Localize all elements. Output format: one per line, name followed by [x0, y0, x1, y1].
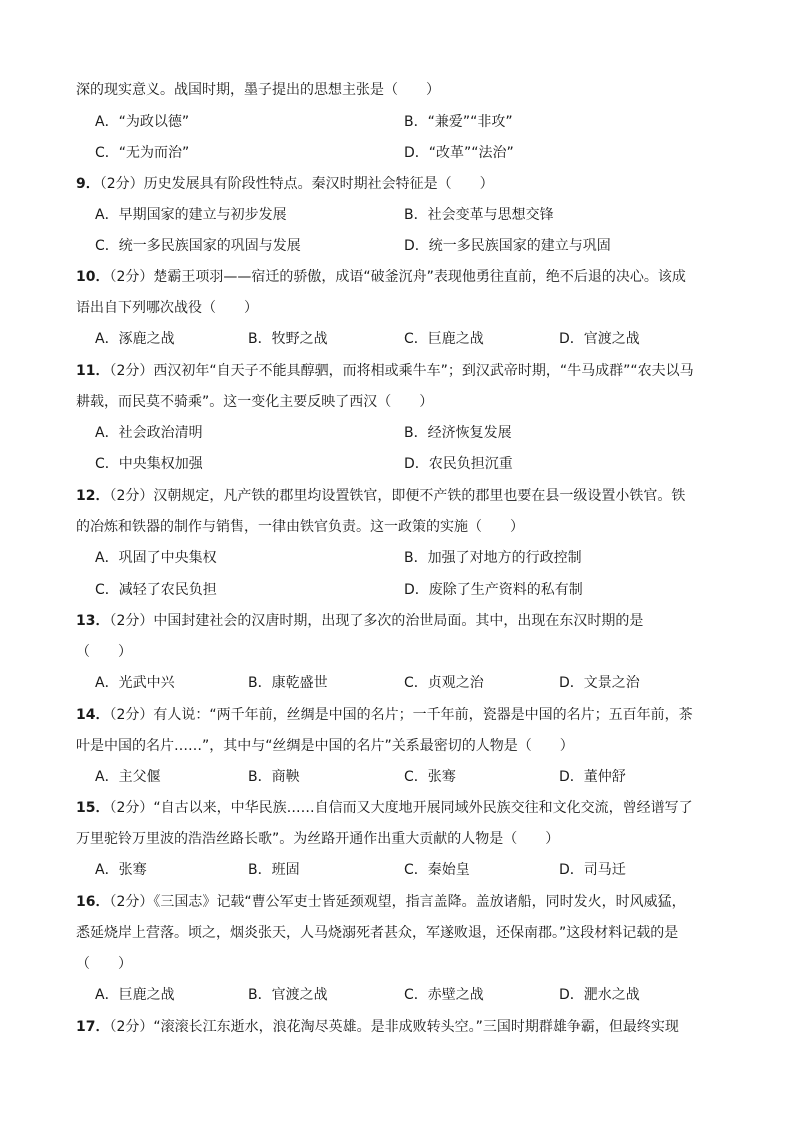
- q15-text-line1: （2分）“自古以来，中华民族……自信而又大度地开展同域外民族交往和文化交流，曾经谱写了: [109, 800, 693, 816]
- q15-option-d: D．司马迁: [559, 862, 626, 878]
- q15-stem: [76, 798, 726, 818]
- q8-option-d: D．“改革”“法治”: [404, 145, 514, 161]
- q14-stem: [76, 705, 726, 725]
- q17-stem: [76, 1017, 726, 1037]
- q11-text-line2: 耕载，而民莫不骑乘”。这一变化主要反映了西汉（ ）: [76, 394, 434, 410]
- q14-option-d: D．董仲舒: [559, 769, 626, 785]
- q13-number: 13．: [76, 613, 110, 629]
- q16-option-b: B．官渡之战: [248, 987, 328, 1003]
- q14-option-a: A．主父偃: [95, 769, 161, 785]
- q11-option-d: D．农民负担沉重: [404, 456, 513, 472]
- q9-stem: [76, 174, 726, 194]
- q12-stem: [76, 486, 726, 506]
- q11-stem: [76, 361, 726, 381]
- q13-option-d: D．文景之治: [559, 675, 640, 691]
- q10-number: 10．: [76, 269, 110, 285]
- q9-option-b: B．社会变革与思想交锋: [404, 207, 554, 223]
- q8-continuation: 深的现实意义。战国时期，墨子提出的思想主张是（ ）: [76, 82, 440, 98]
- q10-option-a: A．涿鹿之战: [95, 331, 175, 347]
- q13-option-a: A．光武中兴: [95, 675, 175, 691]
- q14-option-c: C．张骞: [404, 769, 456, 785]
- q15-text-line2: 万里驼铃万里波的浩浩丝路长歌”。为丝路开通作出重大贡献的人物是（ ）: [76, 831, 560, 847]
- q14-text-line1: （2分）有人说：“两千年前，丝绸是中国的名片；一千年前，瓷器是中国的名片；五百年前，茶: [109, 707, 693, 723]
- q13-stem: [76, 611, 726, 631]
- q16-text-line1: （2分）《三国志》记载“曹公军吏士皆延颈观望，指言盖降。盖放诸船，同时发火，时风威猛，: [109, 894, 686, 910]
- q15-option-b: B．班固: [248, 862, 300, 878]
- q9-option-a: A．早期国家的建立与初步发展: [95, 207, 287, 223]
- q12-option-c: C．减轻了农民负担: [95, 582, 217, 598]
- q12-option-d: D．废除了生产资料的私有制: [404, 582, 583, 598]
- q16-stem: [76, 892, 726, 912]
- q16-number: 16．: [76, 894, 110, 910]
- q16-text-line2: 悉延烧岸上营落。顷之，烟炎张天，人马烧溺死者甚众，军遂败退，还保南郡。”这段材料记载的是: [76, 925, 679, 941]
- q16-text-line3: （ ）: [76, 956, 132, 972]
- q12-option-b: B．加强了对地方的行政控制: [404, 550, 582, 566]
- q14-number: 14．: [76, 707, 110, 723]
- q12-text-line1: （2分）汉朝规定，凡产铁的郡里均设置铁官，即便不产铁的郡里也要在县一级设置小铁官。铁: [109, 488, 686, 504]
- q15-option-c: C．秦始皇: [404, 862, 470, 878]
- q16-option-a: A．巨鹿之战: [95, 987, 175, 1003]
- q13-option-b: B．康乾盛世: [248, 675, 328, 691]
- q16-option-d: D．淝水之战: [559, 987, 640, 1003]
- q8-option-a: A．“为政以德”: [95, 114, 190, 130]
- q10-stem: [76, 267, 726, 287]
- q11-number: 11．: [76, 363, 110, 379]
- q8-option-c: C．“无为而治”: [95, 145, 190, 161]
- q13-option-c: C．贞观之治: [404, 675, 484, 691]
- q11-option-a: A．社会政治清明: [95, 425, 203, 441]
- q9-option-d: D．统一多民族国家的建立与巩固: [404, 238, 611, 254]
- q17-text-line1: （2分）“滚滚长江东逝水，浪花淘尽英雄。是非成败转头空。”三国时期群雄争霸，但最终实现: [109, 1019, 679, 1035]
- q14-option-b: B．商鞅: [248, 769, 300, 785]
- q9-text: （2分）历史发展具有阶段性特点。秦汉时期社会特征是（ ）: [99, 176, 494, 192]
- q10-text-line1: （2分）楚霸王项羽——宿迁的骄傲，成语“破釜沉舟”表现他勇往直前，绝不后退的决心。该成: [109, 269, 686, 285]
- q12-option-a: A．巩固了中央集权: [95, 550, 217, 566]
- q10-option-c: C．巨鹿之战: [404, 331, 484, 347]
- q16-option-c: C．赤壁之战: [404, 987, 484, 1003]
- q13-text-line2: （ ）: [76, 644, 132, 660]
- q17-number: 17．: [76, 1019, 110, 1035]
- q14-text-line2: 叶是中国的名片……”，其中与“丝绸是中国的名片”关系最密切的人物是（ ）: [76, 738, 574, 754]
- q10-option-d: D．官渡之战: [559, 331, 640, 347]
- q15-number: 15．: [76, 800, 110, 816]
- q11-option-b: B．经济恢复发展: [404, 425, 512, 441]
- q10-text-line2: 语出自下列哪次战役（ ）: [76, 300, 258, 316]
- q11-option-c: C．中央集权加强: [95, 456, 203, 472]
- q9-number: 9．: [76, 176, 100, 192]
- q12-text-line2: 的冶炼和铁器的制作与销售，一律由铁官负责。这一政策的实施（ ）: [76, 519, 524, 535]
- q9-option-c: C．统一多民族国家的巩固与发展: [95, 238, 301, 254]
- q10-option-b: B．牧野之战: [248, 331, 328, 347]
- q11-text-line1: （2分）西汉初年“自天子不能具醇驷，而将相或乘牛车”；到汉武帝时期，“牛马成群”“农夫以马: [109, 363, 694, 379]
- q15-option-a: A．张骞: [95, 862, 147, 878]
- q13-text-line1: （2分）中国封建社会的汉唐时期，出现了多次的治世局面。其中，出现在东汉时期的是: [109, 613, 644, 629]
- q8-option-b: B．“兼爱”“非攻”: [404, 114, 513, 130]
- q12-number: 12．: [76, 488, 110, 504]
